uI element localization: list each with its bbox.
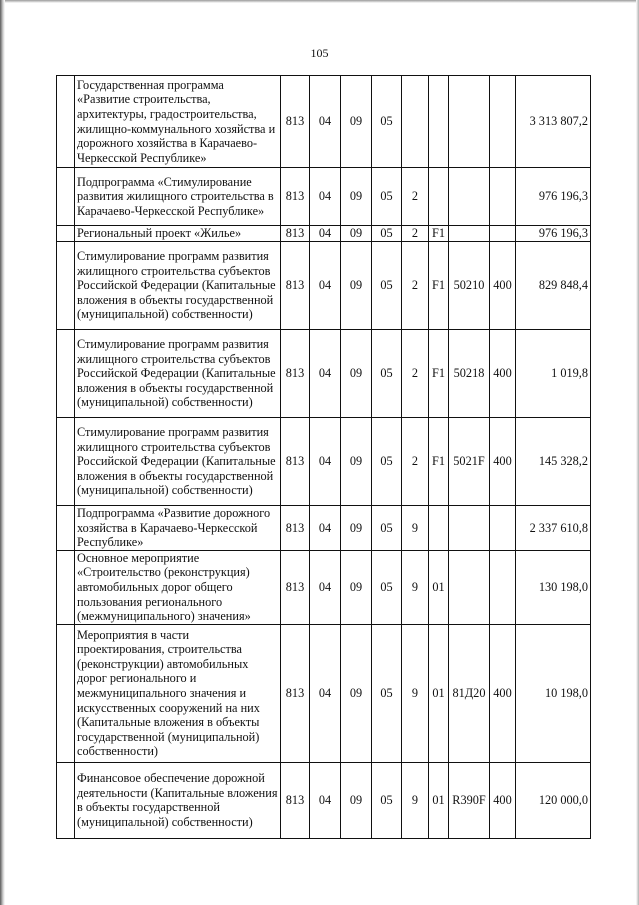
grbs-code-cell: 813 [281, 624, 310, 762]
subsection-code-cell: 09 [341, 506, 372, 551]
table-row [57, 624, 591, 762]
grbs-code-cell: 813 [281, 506, 310, 551]
subprogram-code-cell: 2 [402, 330, 429, 418]
direction-code-cell: 5021F [449, 418, 490, 506]
amount-cell: 130 198,0 [516, 550, 591, 624]
item-name-cell: Финансовое обеспечение дорожной деятельности (Капитальные вложения в объекты государственной (муниципальной) собственности) [75, 762, 281, 838]
empty-number-cell [57, 330, 75, 418]
program-code-cell: 05 [372, 550, 402, 624]
budget-table [56, 75, 591, 839]
empty-number-cell [57, 506, 75, 551]
subsection-code-cell: 09 [341, 550, 372, 624]
expense-type-cell [490, 76, 516, 168]
amount-cell: 1 019,8 [516, 330, 591, 418]
grbs-code-cell: 813 [281, 168, 310, 226]
grbs-code-cell: 813 [281, 550, 310, 624]
item-name-cell: Стимулирование программ развития жилищного строительства субъектов Российской Федерации (Капитальные вложения в объекты государственной (муниципальной) собственности) [75, 242, 281, 330]
amount-cell: 3 313 807,2 [516, 76, 591, 168]
expense-type-cell [490, 168, 516, 226]
direction-code-cell [449, 76, 490, 168]
program-code-cell: 05 [372, 330, 402, 418]
item-name-cell: Стимулирование программ развития жилищного строительства субъектов Российской Федерации (Капитальные вложения в объекты государственной (муниципальной) собственности) [75, 330, 281, 418]
expense-type-cell: 400 [490, 242, 516, 330]
project-code-cell: 01 [429, 550, 449, 624]
table-row [57, 226, 591, 242]
scan-top-edge [0, 0, 639, 3]
empty-number-cell [57, 168, 75, 226]
table-row [57, 418, 591, 506]
direction-code-cell: R390F [449, 762, 490, 838]
project-code-cell: 01 [429, 624, 449, 762]
empty-number-cell [57, 418, 75, 506]
table-row [57, 330, 591, 418]
table-row [57, 76, 591, 168]
program-code-cell: 05 [372, 762, 402, 838]
page-number: 105 [310, 46, 329, 60]
direction-code-cell: 81Д20 [449, 624, 490, 762]
direction-code-cell [449, 226, 490, 242]
item-name-cell: Подпрограмма «Стимулирование развития жилищного строительства в Карачаево-Черкесской Республике» [75, 168, 281, 226]
scan-left-edge [0, 0, 5, 905]
grbs-code-cell: 813 [281, 226, 310, 242]
direction-code-cell: 50210 [449, 242, 490, 330]
amount-cell: 976 196,3 [516, 226, 591, 242]
program-code-cell: 05 [372, 76, 402, 168]
section-code-cell: 04 [310, 168, 341, 226]
empty-number-cell [57, 242, 75, 330]
item-name-cell: Стимулирование программ развития жилищного строительства субъектов Российской Федерации (Капитальные вложения в объекты государственной (муниципальной) собственности) [75, 418, 281, 506]
program-code-cell: 05 [372, 506, 402, 551]
subprogram-code-cell: 2 [402, 226, 429, 242]
section-code-cell: 04 [310, 624, 341, 762]
grbs-code-cell: 813 [281, 330, 310, 418]
direction-code-cell [449, 168, 490, 226]
subsection-code-cell: 09 [341, 242, 372, 330]
section-code-cell: 04 [310, 550, 341, 624]
section-code-cell: 04 [310, 330, 341, 418]
amount-cell: 2 337 610,8 [516, 506, 591, 551]
expense-type-cell [490, 506, 516, 551]
expense-type-cell: 400 [490, 624, 516, 762]
subsection-code-cell: 09 [341, 762, 372, 838]
subsection-code-cell: 09 [341, 418, 372, 506]
expense-type-cell [490, 226, 516, 242]
section-code-cell: 04 [310, 762, 341, 838]
amount-cell: 976 196,3 [516, 168, 591, 226]
grbs-code-cell: 813 [281, 762, 310, 838]
section-code-cell: 04 [310, 242, 341, 330]
project-code-cell: F1 [429, 330, 449, 418]
amount-cell: 120 000,0 [516, 762, 591, 838]
program-code-cell: 05 [372, 418, 402, 506]
project-code-cell [429, 506, 449, 551]
expense-type-cell: 400 [490, 418, 516, 506]
subprogram-code-cell: 2 [402, 168, 429, 226]
program-code-cell: 05 [372, 226, 402, 242]
subprogram-code-cell [402, 76, 429, 168]
empty-number-cell [57, 76, 75, 168]
expense-type-cell: 400 [490, 330, 516, 418]
item-name-cell: Государственная программа «Развитие строительства, архитектуры, градостроительства, жилищно-коммунального хозяйства и дорожного хозяйства в Карачаево-Черкесской Республике» [75, 76, 281, 168]
direction-code-cell [449, 506, 490, 551]
subsection-code-cell: 09 [341, 330, 372, 418]
grbs-code-cell: 813 [281, 418, 310, 506]
section-code-cell: 04 [310, 418, 341, 506]
amount-cell: 829 848,4 [516, 242, 591, 330]
table-row [57, 762, 591, 838]
project-code-cell [429, 76, 449, 168]
section-code-cell: 04 [310, 506, 341, 551]
item-name-cell: Региональный проект «Жилье» [75, 226, 281, 242]
empty-number-cell [57, 624, 75, 762]
section-code-cell: 04 [310, 226, 341, 242]
project-code-cell: 01 [429, 762, 449, 838]
table-row [57, 506, 591, 551]
budget-table-body [57, 76, 591, 839]
subprogram-code-cell: 2 [402, 242, 429, 330]
amount-cell: 10 198,0 [516, 624, 591, 762]
direction-code-cell [449, 550, 490, 624]
empty-number-cell [57, 226, 75, 242]
project-code-cell [429, 168, 449, 226]
subprogram-code-cell: 9 [402, 506, 429, 551]
project-code-cell: F1 [429, 242, 449, 330]
grbs-code-cell: 813 [281, 242, 310, 330]
empty-number-cell [57, 762, 75, 838]
item-name-cell: Мероприятия в части проектирования, строительства (реконструкции) автомобильных дорог регионального и межмуниципального значения и искусственных сооружений на них (Капитальные вложения в объекты государственной (муниципальной) собственности) [75, 624, 281, 762]
item-name-cell: Подпрограмма «Развитие дорожного хозяйства в Карачаево-Черкесской Республике» [75, 506, 281, 551]
subprogram-code-cell: 2 [402, 418, 429, 506]
empty-number-cell [57, 550, 75, 624]
amount-cell: 145 328,2 [516, 418, 591, 506]
program-code-cell: 05 [372, 624, 402, 762]
expense-type-cell: 400 [490, 762, 516, 838]
grbs-code-cell: 813 [281, 76, 310, 168]
section-code-cell: 04 [310, 76, 341, 168]
item-name-cell: Основное мероприятие «Строительство (реконструкция) автомобильных дорог общего пользования регионального (межмуниципального) значения» [75, 550, 281, 624]
subsection-code-cell: 09 [341, 76, 372, 168]
table-row [57, 550, 591, 624]
project-code-cell: F1 [429, 226, 449, 242]
project-code-cell: F1 [429, 418, 449, 506]
table-row [57, 168, 591, 226]
subsection-code-cell: 09 [341, 226, 372, 242]
subsection-code-cell: 09 [341, 168, 372, 226]
subprogram-code-cell: 9 [402, 624, 429, 762]
table-row [57, 242, 591, 330]
subprogram-code-cell: 9 [402, 762, 429, 838]
subprogram-code-cell: 9 [402, 550, 429, 624]
subsection-code-cell: 09 [341, 624, 372, 762]
direction-code-cell: 50218 [449, 330, 490, 418]
expense-type-cell [490, 550, 516, 624]
program-code-cell: 05 [372, 242, 402, 330]
program-code-cell: 05 [372, 168, 402, 226]
